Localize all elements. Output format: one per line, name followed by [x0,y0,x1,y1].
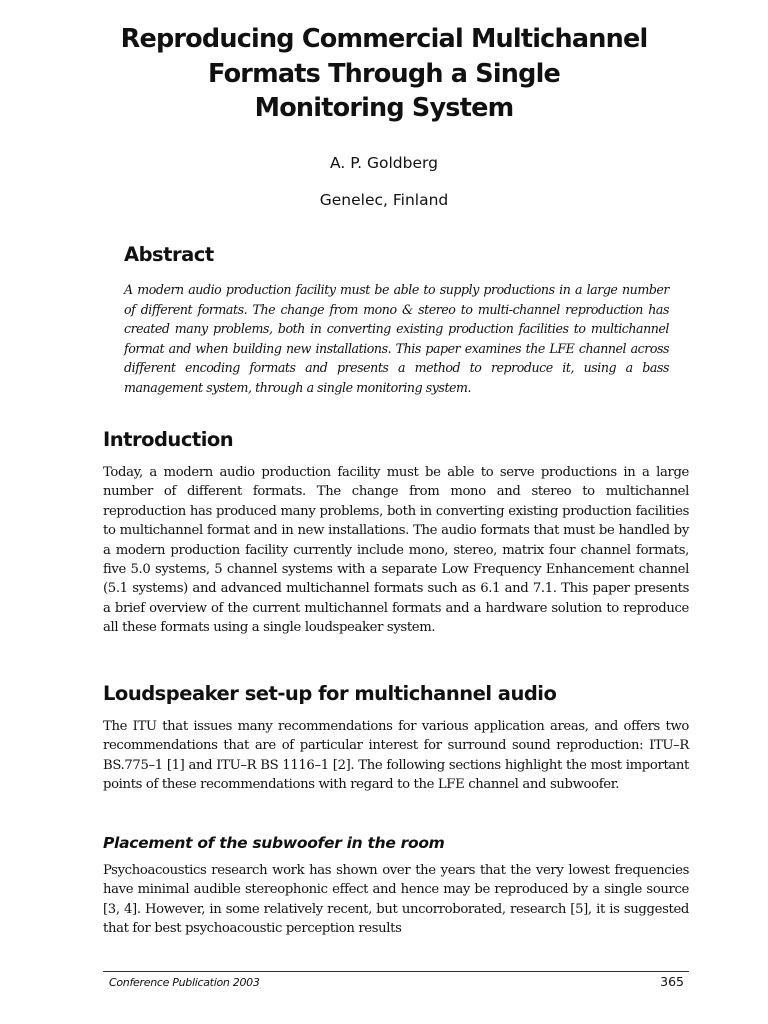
author-affiliation: Genelec, Finland [319,191,449,209]
paper-title [0,22,768,126]
abstract-paragraph: A modern audio production facility must be able to supply productions in a large number of different formats. The change from mono & stereo to multi-channel reproduction has created many problems, both in converting existing production facilities to multichannel format and when building new installations. This paper examines the LFE channel across different encoding formats and presents a method to reproduce it, using a bass management system, through a single monitoring system. [124,282,669,395]
paper-title-line-2: Formats Through a Single [207,58,561,89]
subwoofer-placement-paragraph: Psychoacoustics research work has shown over the years that the very lowest frequencies have minimal audible stereophonic effect and hence may be reproduced by a single source [3, 4]. However, in some relatively recent, but uncorroborated, research [5], it is suggested that for best psychoacoustic perception results [103,863,689,937]
loudspeaker-setup-paragraph: The ITU that issues many recommendations for various application areas, and offers two recommendations that are of particular interest for surround sound reproduction: ITU–R BS.775–1 [1] and ITU–R BS 1116–1 [2]. The following sections highlight the most important points of these recommendations with regard to the LFE channel and subwoofer. [103,719,689,793]
author-name: A. P. Goldberg [330,154,438,172]
paper-title-line-1: Reproducing Commercial Multichannel [120,24,648,54]
page-number: 365 [660,974,684,989]
subwoofer-placement-heading: Placement of the subwoofer in the room [103,834,445,852]
paper-title-line-3: Monitoring System [254,93,514,123]
abstract-heading: Abstract [124,243,214,266]
introduction-heading: Introduction [103,428,234,451]
footer-rule [103,971,689,972]
introduction-paragraph: Today, a modern audio production facility must be able to serve productions in a large number of different formats. The change from mono and stereo to multichannel reproduction has produced many problems, both in converting existing production facilities to multichannel format and in new installations. The audio formats that must be handled by a modern production facility currently include mono, stereo, matrix four channel formats, five 5.0 systems, 5 channel systems with a separate Low Frequency Enhancement channel (5.1 systems) and advanced multichannel formats such as 6.1 and 7.1. This paper presents a brief overview of the current multichannel formats and a hardware solution to reproduce all these formats using a single loudspeaker system. [103,465,689,636]
loudspeaker-setup-heading: Loudspeaker set-up for multichannel audio [103,682,557,705]
footer-publication: Conference Publication 2003 [109,976,260,989]
